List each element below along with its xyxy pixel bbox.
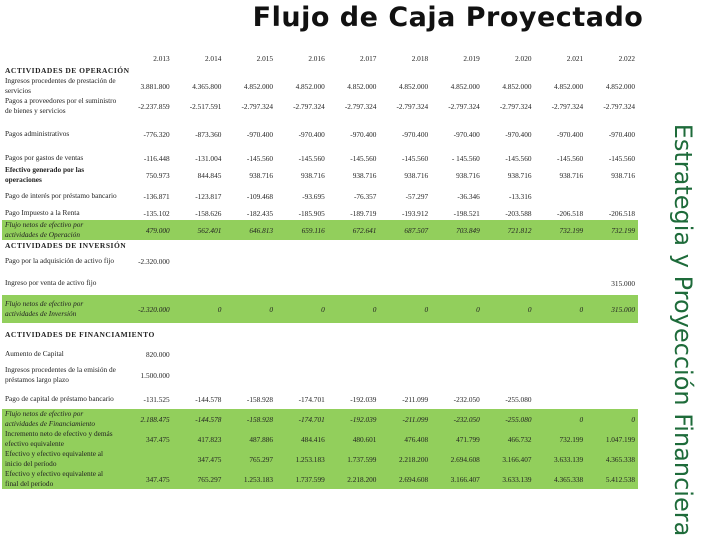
year-header: 2.021 [566,54,584,63]
value-cell [379,361,431,389]
value-cell: 4.852.000 [243,81,274,91]
value-cell: 2.218.200 [379,449,431,469]
row-label: Pago de capital de préstamo bancario [5,394,114,403]
cash-flow-table [2,52,638,489]
value-cell: 315.000 [611,278,635,288]
value-cell: 844.845 [197,170,222,180]
value-cell: 3.633.139 [483,469,535,489]
value-cell: -2.237.859 [138,101,170,111]
value-cell [121,271,173,295]
section-title: ACTIVIDADES DE FINANCIAMIENTO [5,330,155,339]
value-cell: 1.253.183 [276,449,328,469]
value-cell: -206.518 [557,208,584,218]
row-label: Incremento neto de efectivo y demás efectivo equivalente [2,429,121,449]
value-cell: 765.297 [173,469,225,489]
value-cell: -189.719 [350,208,377,218]
value-cell [328,251,380,271]
row-label: Pago por la adquisición de activo fijo [5,256,115,265]
value-cell: 3.881.800 [140,81,170,91]
value-cell [379,271,431,295]
value-cell: 417.823 [173,429,225,449]
value-cell: 0 [276,295,328,323]
value-cell [173,271,225,295]
value-cell: -145.560 [350,153,377,163]
value-cell [586,186,638,206]
value-cell [276,251,328,271]
year-header-row [2,52,638,65]
value-cell [586,389,638,409]
value-cell [379,347,431,361]
vertical-title: Estrategia y Proyección Financiera [669,123,697,537]
table-row [2,76,638,96]
value-cell: 347.475 [121,429,173,449]
value-cell [173,347,225,361]
value-cell: 938.716 [559,170,584,180]
value-cell: 732.199 [535,220,587,240]
value-cell: 0 [224,295,276,323]
value-cell: 0 [483,295,535,323]
value-cell: 3.633.139 [535,449,587,469]
value-cell: -145.560 [505,153,532,163]
value-cell: 466.732 [483,429,535,449]
value-cell: -873.360 [195,129,222,139]
table-row [2,96,638,116]
value-cell: -93.695 [302,191,325,201]
value-cell: -36.346 [457,191,480,201]
value-cell [431,271,483,295]
value-cell: 0 [535,409,587,429]
header-corner [2,52,121,65]
value-cell: -185.905 [298,208,325,218]
summary-row [2,469,638,489]
value-cell [431,347,483,361]
value-cell: -2.320.000 [138,256,170,266]
row-label: Ingreso por venta de activo fijo [5,278,97,287]
value-cell: 765.297 [224,449,276,469]
value-cell: -145.560 [401,153,429,163]
value-cell [173,361,225,389]
table-row [2,271,638,295]
row-label: Pago Impuesto a la Renta [5,208,80,217]
summary-row [2,220,638,240]
value-cell: 4.852.000 [502,81,532,91]
value-cell: -970.400 [557,129,584,139]
value-cell: -970.400 [608,129,635,139]
value-cell: -211.099 [379,409,431,429]
year-header: 2.013 [153,54,170,63]
value-cell [328,347,380,361]
value-cell: 938.716 [456,170,480,180]
value-cell: -136.871 [143,191,170,201]
value-cell: 938.716 [249,170,274,180]
value-cell: -970.400 [453,129,480,139]
row-label: Pagos por gastos de ventas [5,153,84,162]
value-cell [431,251,483,271]
value-cell: 4.852.000 [295,81,325,91]
value-cell [586,347,638,361]
value-cell: 5.412.538 [586,469,638,489]
year-header: 2.018 [411,54,429,63]
value-cell: 4.365.338 [586,449,638,469]
value-cell: -182.435 [246,208,274,218]
value-cell: 1.500.000 [140,370,170,380]
value-cell: 1.253.183 [224,469,276,489]
value-cell [276,271,328,295]
value-cell: 732.199 [586,220,638,240]
table-row [2,361,638,389]
value-cell: -2.797.324 [241,101,274,111]
value-cell: 2.218.200 [328,469,380,489]
value-cell: 0 [431,295,483,323]
cash-flow-body [2,52,638,489]
year-header: 2.019 [463,54,480,63]
value-cell: - 145.560 [451,153,480,163]
value-cell [328,361,380,389]
value-cell: 721.812 [483,220,535,240]
value-cell [328,271,380,295]
value-cell [535,251,587,271]
value-cell [431,361,483,389]
value-cell: -776.320 [143,129,170,139]
value-cell [535,347,587,361]
value-cell: -970.400 [298,129,325,139]
value-cell: 750.973 [145,170,170,180]
row-label: Pago de interés por préstamo bancario [5,191,117,200]
value-cell: 2.694.608 [431,449,483,469]
value-cell: -2.797.324 [603,101,635,111]
value-cell: 0 [535,295,587,323]
value-cell: -192.039 [350,394,377,404]
row-label: Efectivo generado por las operaciones [5,165,85,184]
table-row [2,206,638,220]
section-header-row [2,323,638,347]
year-header: 2.014 [204,54,222,63]
value-cell: -135.102 [143,208,170,218]
value-cell: -158.928 [224,409,276,429]
value-cell: -174.701 [298,394,325,404]
value-cell: 487.886 [224,429,276,449]
section-header-row [2,65,638,76]
value-cell: -158.626 [195,208,222,218]
summary-row [2,295,638,323]
value-cell [173,251,225,271]
table-row [2,186,638,206]
value-cell: 4.852.000 [554,81,584,91]
section-title: ACTIVIDADES DE OPERACIÓN [5,65,130,75]
value-cell: 0 [328,295,380,323]
section-title: ACTIVIDADES DE INVERSIÓN [5,240,127,250]
value-cell: -144.578 [195,394,222,404]
row-label: Pagos administrativos [5,129,70,138]
value-cell: -203.588 [505,208,532,218]
value-cell: -2.797.324 [396,101,429,111]
value-cell: -76.357 [353,191,377,201]
value-cell [121,449,173,469]
value-cell: -2.797.324 [448,101,480,111]
value-cell: -970.400 [350,129,377,139]
value-cell: 315.000 [586,295,638,323]
value-cell: -255.080 [483,409,535,429]
value-cell: -2.797.324 [499,101,532,111]
value-cell: 2.694.608 [379,469,431,489]
row-label: Pagos a proveedores por el suministro de bienes y servicios [5,96,117,115]
value-cell: -145.560 [557,153,584,163]
value-cell: -2.797.324 [344,101,377,111]
summary-row [2,409,638,429]
value-cell: -158.928 [246,394,274,404]
value-cell: -57.297 [405,191,429,201]
row-label: Flujo netos de efectivo por actividades de Operación [2,220,121,240]
value-cell [276,347,328,361]
value-cell: -970.400 [246,129,274,139]
value-cell: 4.365.800 [192,81,222,91]
value-cell [276,361,328,389]
value-cell: 938.716 [507,170,532,180]
value-cell [224,271,276,295]
value-cell: 471.799 [431,429,483,449]
year-header: 2.016 [308,54,325,63]
value-cell [483,251,535,271]
row-label: Ingresos procedentes de prestación de servicios [5,76,116,95]
value-cell [535,361,587,389]
value-cell: -232.050 [453,394,480,404]
value-cell: -2.797.324 [551,101,584,111]
value-cell: 4.852.000 [450,81,480,91]
value-cell: -144.578 [173,409,225,429]
table-row [2,152,638,164]
value-cell [224,347,276,361]
value-cell: 938.716 [404,170,429,180]
year-header: 2.017 [360,54,377,63]
row-label: Flujo netos de efectivo por actividades de Financiamiento [2,409,121,429]
value-cell: -131.525 [143,394,170,404]
value-cell: 480.601 [328,429,380,449]
value-cell: 646.813 [224,220,276,240]
value-cell: -131.004 [195,153,222,163]
value-cell: -2.797.324 [293,101,325,111]
value-cell: 1.737.599 [328,449,380,469]
row-label: Ingresos procedentes de la emisión de préstamos largo plazo [5,365,116,384]
value-cell: -970.400 [505,129,532,139]
value-cell: -123.817 [195,191,222,201]
summary-row [2,449,638,469]
value-cell: -2.517.591 [189,101,222,111]
value-cell: -198.521 [453,208,480,218]
page-title: Flujo de Caja Proyectado [252,2,644,33]
value-cell: 484.416 [276,429,328,449]
value-cell: -145.560 [298,153,325,163]
value-cell [224,251,276,271]
value-cell: 0 [586,409,638,429]
row-label: Flujo netos de efectivo por actividades de Inversión [2,295,121,323]
value-cell: 0 [173,295,225,323]
value-cell [483,361,535,389]
value-cell: 938.716 [611,170,635,180]
value-cell: 732.199 [535,429,587,449]
value-cell: 562.401 [173,220,225,240]
value-cell: 687.507 [379,220,431,240]
value-cell: -13.316 [509,191,532,201]
row-label: Efectivo y efectivo equivalente al inicio del período [2,449,121,469]
value-cell: 479.000 [121,220,173,240]
value-cell: 4.852.000 [605,81,635,91]
value-cell [535,186,587,206]
value-cell: 4.852.000 [398,81,429,91]
value-cell: 938.716 [301,170,325,180]
value-cell: 3.166.407 [483,449,535,469]
value-cell: -174.701 [276,409,328,429]
table-row [2,347,638,361]
value-cell: 703.849 [431,220,483,240]
value-cell: 0 [379,295,431,323]
value-cell: 672.641 [328,220,380,240]
value-cell: 347.475 [173,449,225,469]
value-cell: -109.468 [246,191,274,201]
value-cell: -116.448 [143,153,170,163]
value-cell [586,361,638,389]
value-cell: -192.039 [328,409,380,429]
section-header-row [2,240,638,251]
table-row [2,164,638,186]
table-row [2,389,638,409]
year-header: 2.022 [618,54,635,63]
value-cell: 3.166.407 [431,469,483,489]
value-cell [535,271,587,295]
value-cell: -232.050 [431,409,483,429]
value-cell: 820.000 [145,349,170,359]
value-cell [586,251,638,271]
value-cell: 938.716 [352,170,377,180]
table-row [2,251,638,271]
value-cell: 347.475 [121,469,173,489]
value-cell: -206.518 [608,208,635,218]
vertical-title-container [646,120,720,540]
value-cell: -145.560 [608,153,635,163]
value-cell: 476.408 [379,429,431,449]
table-row [2,116,638,152]
value-cell: 659.116 [276,220,328,240]
value-cell [483,271,535,295]
value-cell: 2.188.475 [121,409,173,429]
value-cell: -2.320.000 [121,295,173,323]
value-cell: 4.852.000 [347,81,377,91]
value-cell: -211.099 [402,394,429,404]
row-label: Efectivo y efectivo equivalente al final del período [2,469,121,489]
value-cell: -970.400 [401,129,429,139]
row-label: Aumento de Capital [5,349,64,358]
value-cell: -145.560 [246,153,274,163]
value-cell: -255.080 [505,394,532,404]
value-cell [224,361,276,389]
value-cell: 1.737.599 [276,469,328,489]
value-cell [379,251,431,271]
value-cell: -193.912 [401,208,429,218]
value-cell [483,347,535,361]
year-header: 2.015 [256,54,274,63]
year-header: 2.020 [515,54,532,63]
value-cell [535,389,587,409]
value-cell: 4.365.338 [535,469,587,489]
value-cell: 1.047.199 [586,429,638,449]
summary-row [2,429,638,449]
